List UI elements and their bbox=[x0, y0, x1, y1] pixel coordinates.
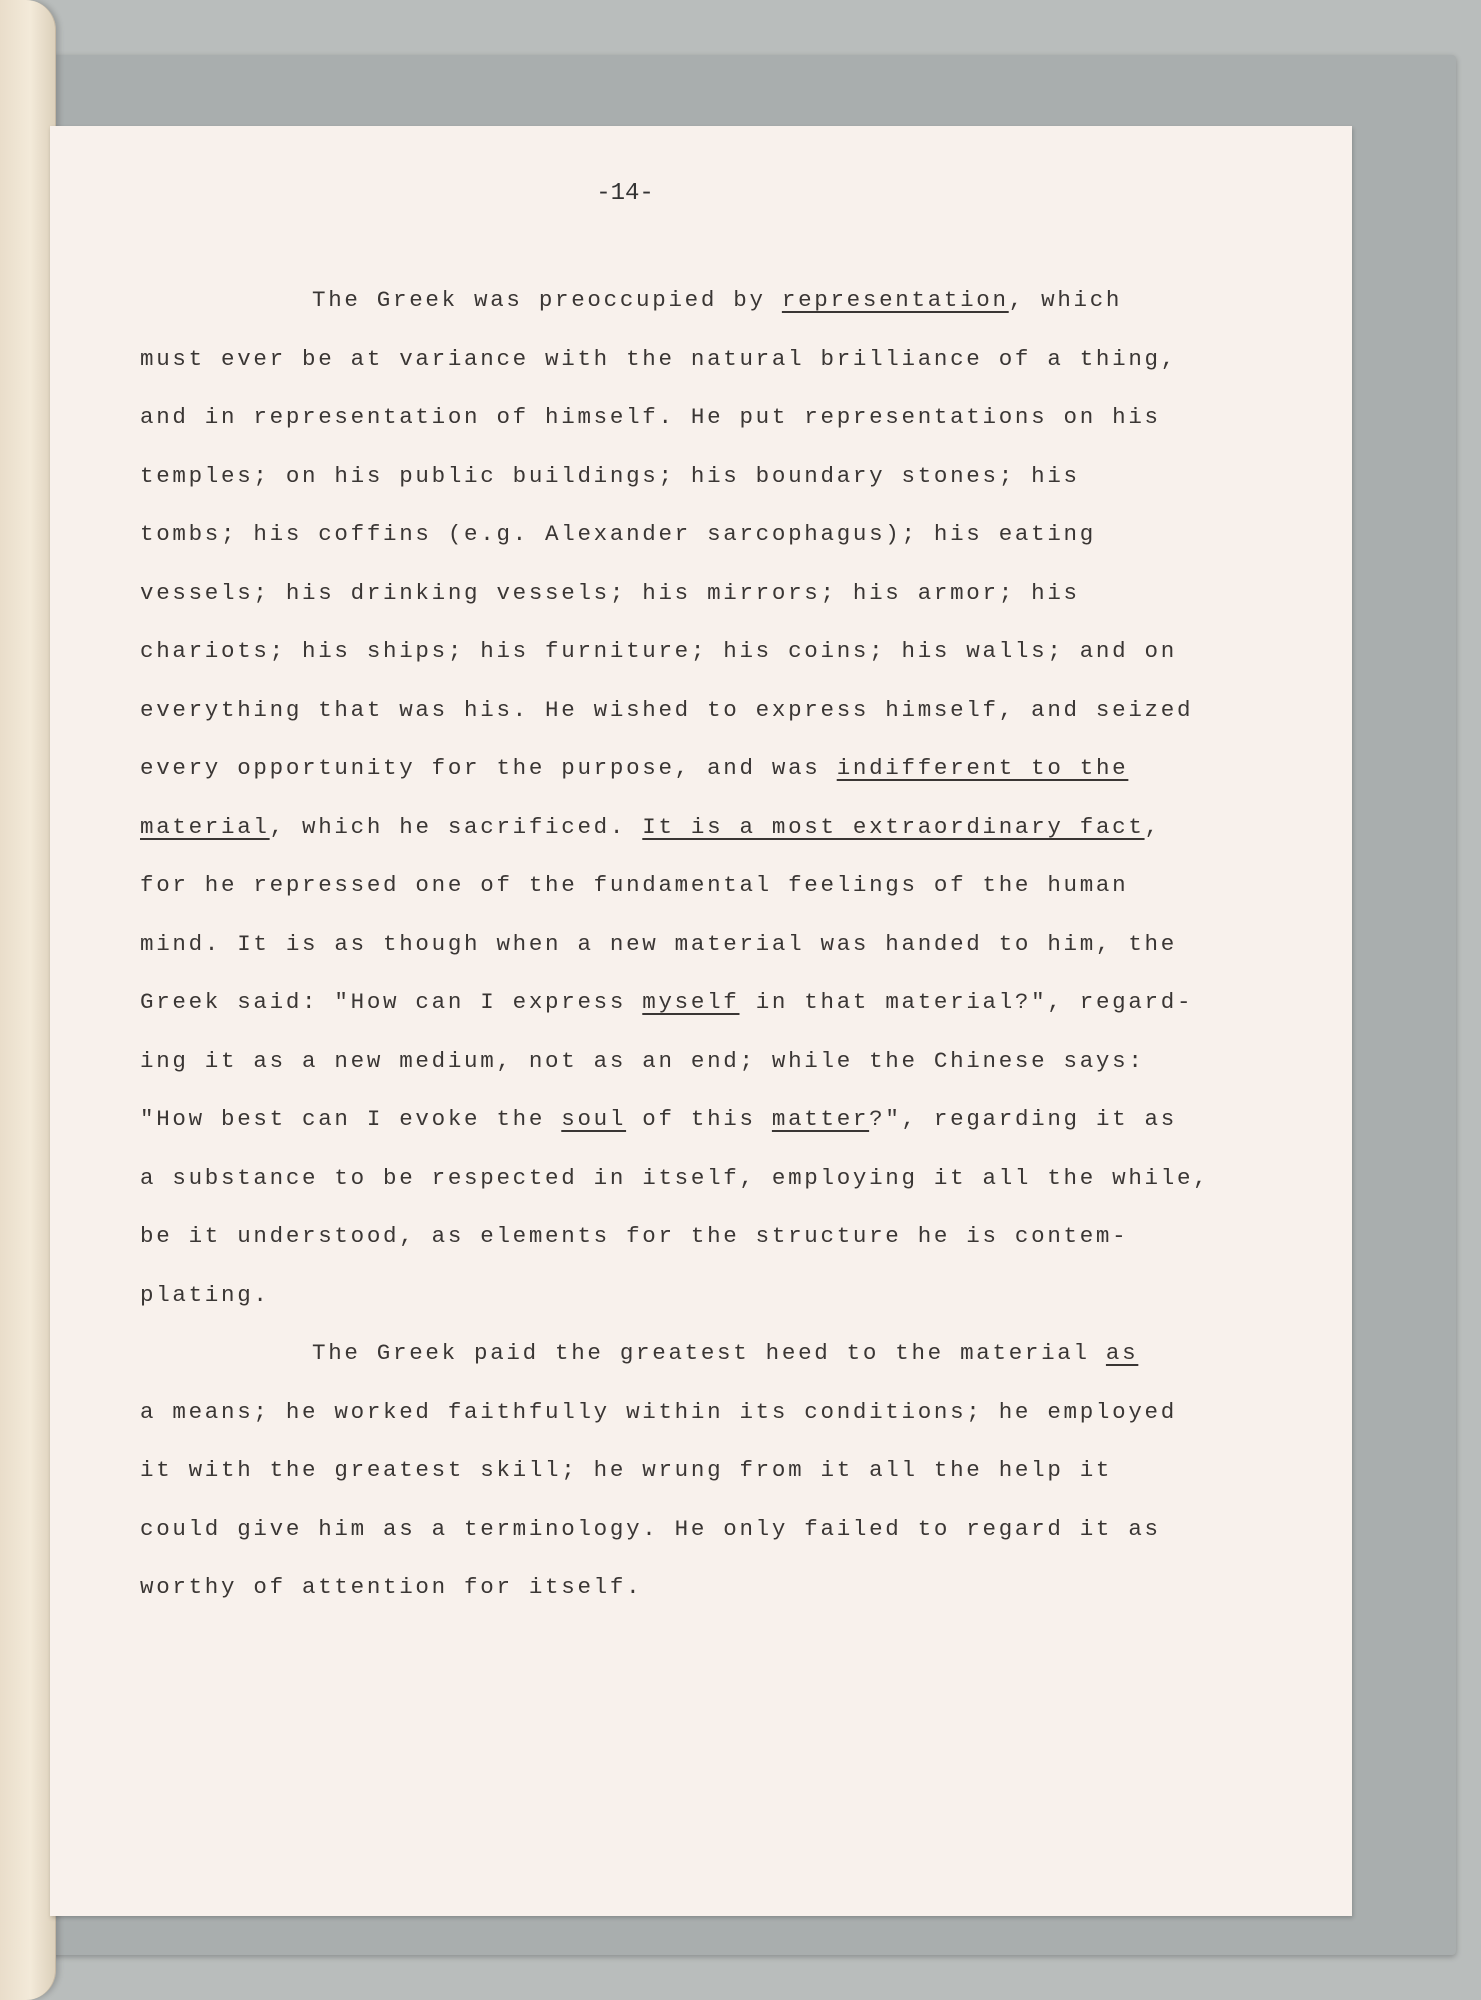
text-line bbox=[140, 1266, 1310, 1325]
text-run: The Greek was preoccupied by bbox=[312, 287, 782, 313]
text-line bbox=[140, 1149, 1310, 1208]
text-run: Greek said: "How can I express bbox=[140, 989, 643, 1015]
text-run: worthy of attention for itself. bbox=[140, 1574, 643, 1600]
text-run: be it understood, as elements for the structure he is contem- bbox=[140, 1223, 1129, 1249]
text-line bbox=[140, 388, 1310, 447]
text-run: everything that was his. He wished to express himself, and seized bbox=[140, 696, 1194, 723]
text-run: every opportunity for the purpose, and was bbox=[140, 755, 837, 781]
text-run: , which he sacrificed. bbox=[269, 813, 643, 840]
page-body bbox=[140, 271, 1310, 1617]
underlined-text: representation bbox=[781, 287, 1009, 313]
text-run: , which bbox=[1008, 287, 1123, 313]
text-run: of this bbox=[626, 1106, 772, 1132]
text-line bbox=[140, 739, 1310, 798]
text-line bbox=[140, 447, 1310, 506]
text-line bbox=[140, 1383, 1310, 1442]
text-line bbox=[140, 973, 1310, 1032]
underlined-text: as bbox=[1105, 1340, 1139, 1366]
paragraph-1 bbox=[140, 271, 1310, 1324]
underlined-text: material bbox=[140, 813, 270, 840]
text-run: ing it as a new medium, not as an end; while the Chinese says: bbox=[140, 1047, 1145, 1074]
text-line bbox=[140, 915, 1310, 974]
text-line bbox=[140, 798, 1310, 857]
underlined-text: matter bbox=[771, 1106, 870, 1132]
text-line bbox=[140, 1441, 1310, 1500]
text-run: must ever be at variance with the natural brilliance of a thing, bbox=[140, 345, 1177, 372]
text-run: "How best can I evoke the bbox=[140, 1106, 562, 1132]
text-run: for he repressed one of the fundamental feelings of the human bbox=[140, 872, 1129, 898]
underlined-text: It is a most extraordinary fact bbox=[642, 813, 1145, 840]
text-line bbox=[140, 1558, 1310, 1617]
text-line bbox=[140, 681, 1310, 740]
text-run: The Greek paid the greatest heed to the material bbox=[312, 1340, 1106, 1366]
text-run: could give him as a terminology. He only failed to regard it as bbox=[140, 1515, 1161, 1542]
underlined-text: myself bbox=[642, 989, 740, 1015]
text-run: temples; on his public buildings; his boundary stones; his bbox=[140, 462, 1080, 489]
page-number: -14- bbox=[596, 180, 654, 207]
text-line bbox=[140, 622, 1310, 681]
text-run: plating. bbox=[140, 1281, 270, 1308]
text-run: ?", regarding it as bbox=[869, 1106, 1177, 1132]
text-line bbox=[140, 505, 1310, 564]
text-run: vessels; his drinking vessels; his mirrors; his armor; his bbox=[140, 579, 1080, 606]
text-line bbox=[140, 1032, 1310, 1091]
text-run: it with the greatest skill; he wrung from it all the help it bbox=[140, 1457, 1113, 1483]
text-run: chariots; his ships; his furniture; his coins; his walls; and on bbox=[140, 638, 1177, 664]
text-run: mind. It is as though when a new material was handed to him, the bbox=[140, 930, 1177, 957]
text-line bbox=[140, 330, 1310, 389]
text-line bbox=[140, 1207, 1310, 1266]
text-line bbox=[140, 271, 1310, 330]
text-line bbox=[140, 1324, 1310, 1383]
underlined-text: soul bbox=[561, 1106, 627, 1132]
text-line bbox=[140, 564, 1310, 623]
text-line bbox=[140, 856, 1310, 915]
text-run: , bbox=[1144, 813, 1161, 840]
text-run: and in representation of himself. He put representations on his bbox=[140, 404, 1161, 430]
facing-page-edge bbox=[0, 0, 56, 2000]
paragraph-2 bbox=[140, 1324, 1310, 1617]
text-run: tombs; his coffins (e.g. Alexander sarcophagus); his eating bbox=[140, 521, 1096, 547]
text-line bbox=[140, 1500, 1310, 1559]
typed-page bbox=[50, 126, 1352, 1916]
underlined-text: indifferent to the bbox=[836, 755, 1129, 781]
text-run: a substance to be respected in itself, employing it all the while, bbox=[140, 1164, 1210, 1191]
text-run: in that material?", regard- bbox=[739, 989, 1194, 1015]
text-line bbox=[140, 1090, 1310, 1149]
text-run: a means; he worked faithfully within its conditions; he employed bbox=[140, 1398, 1177, 1425]
